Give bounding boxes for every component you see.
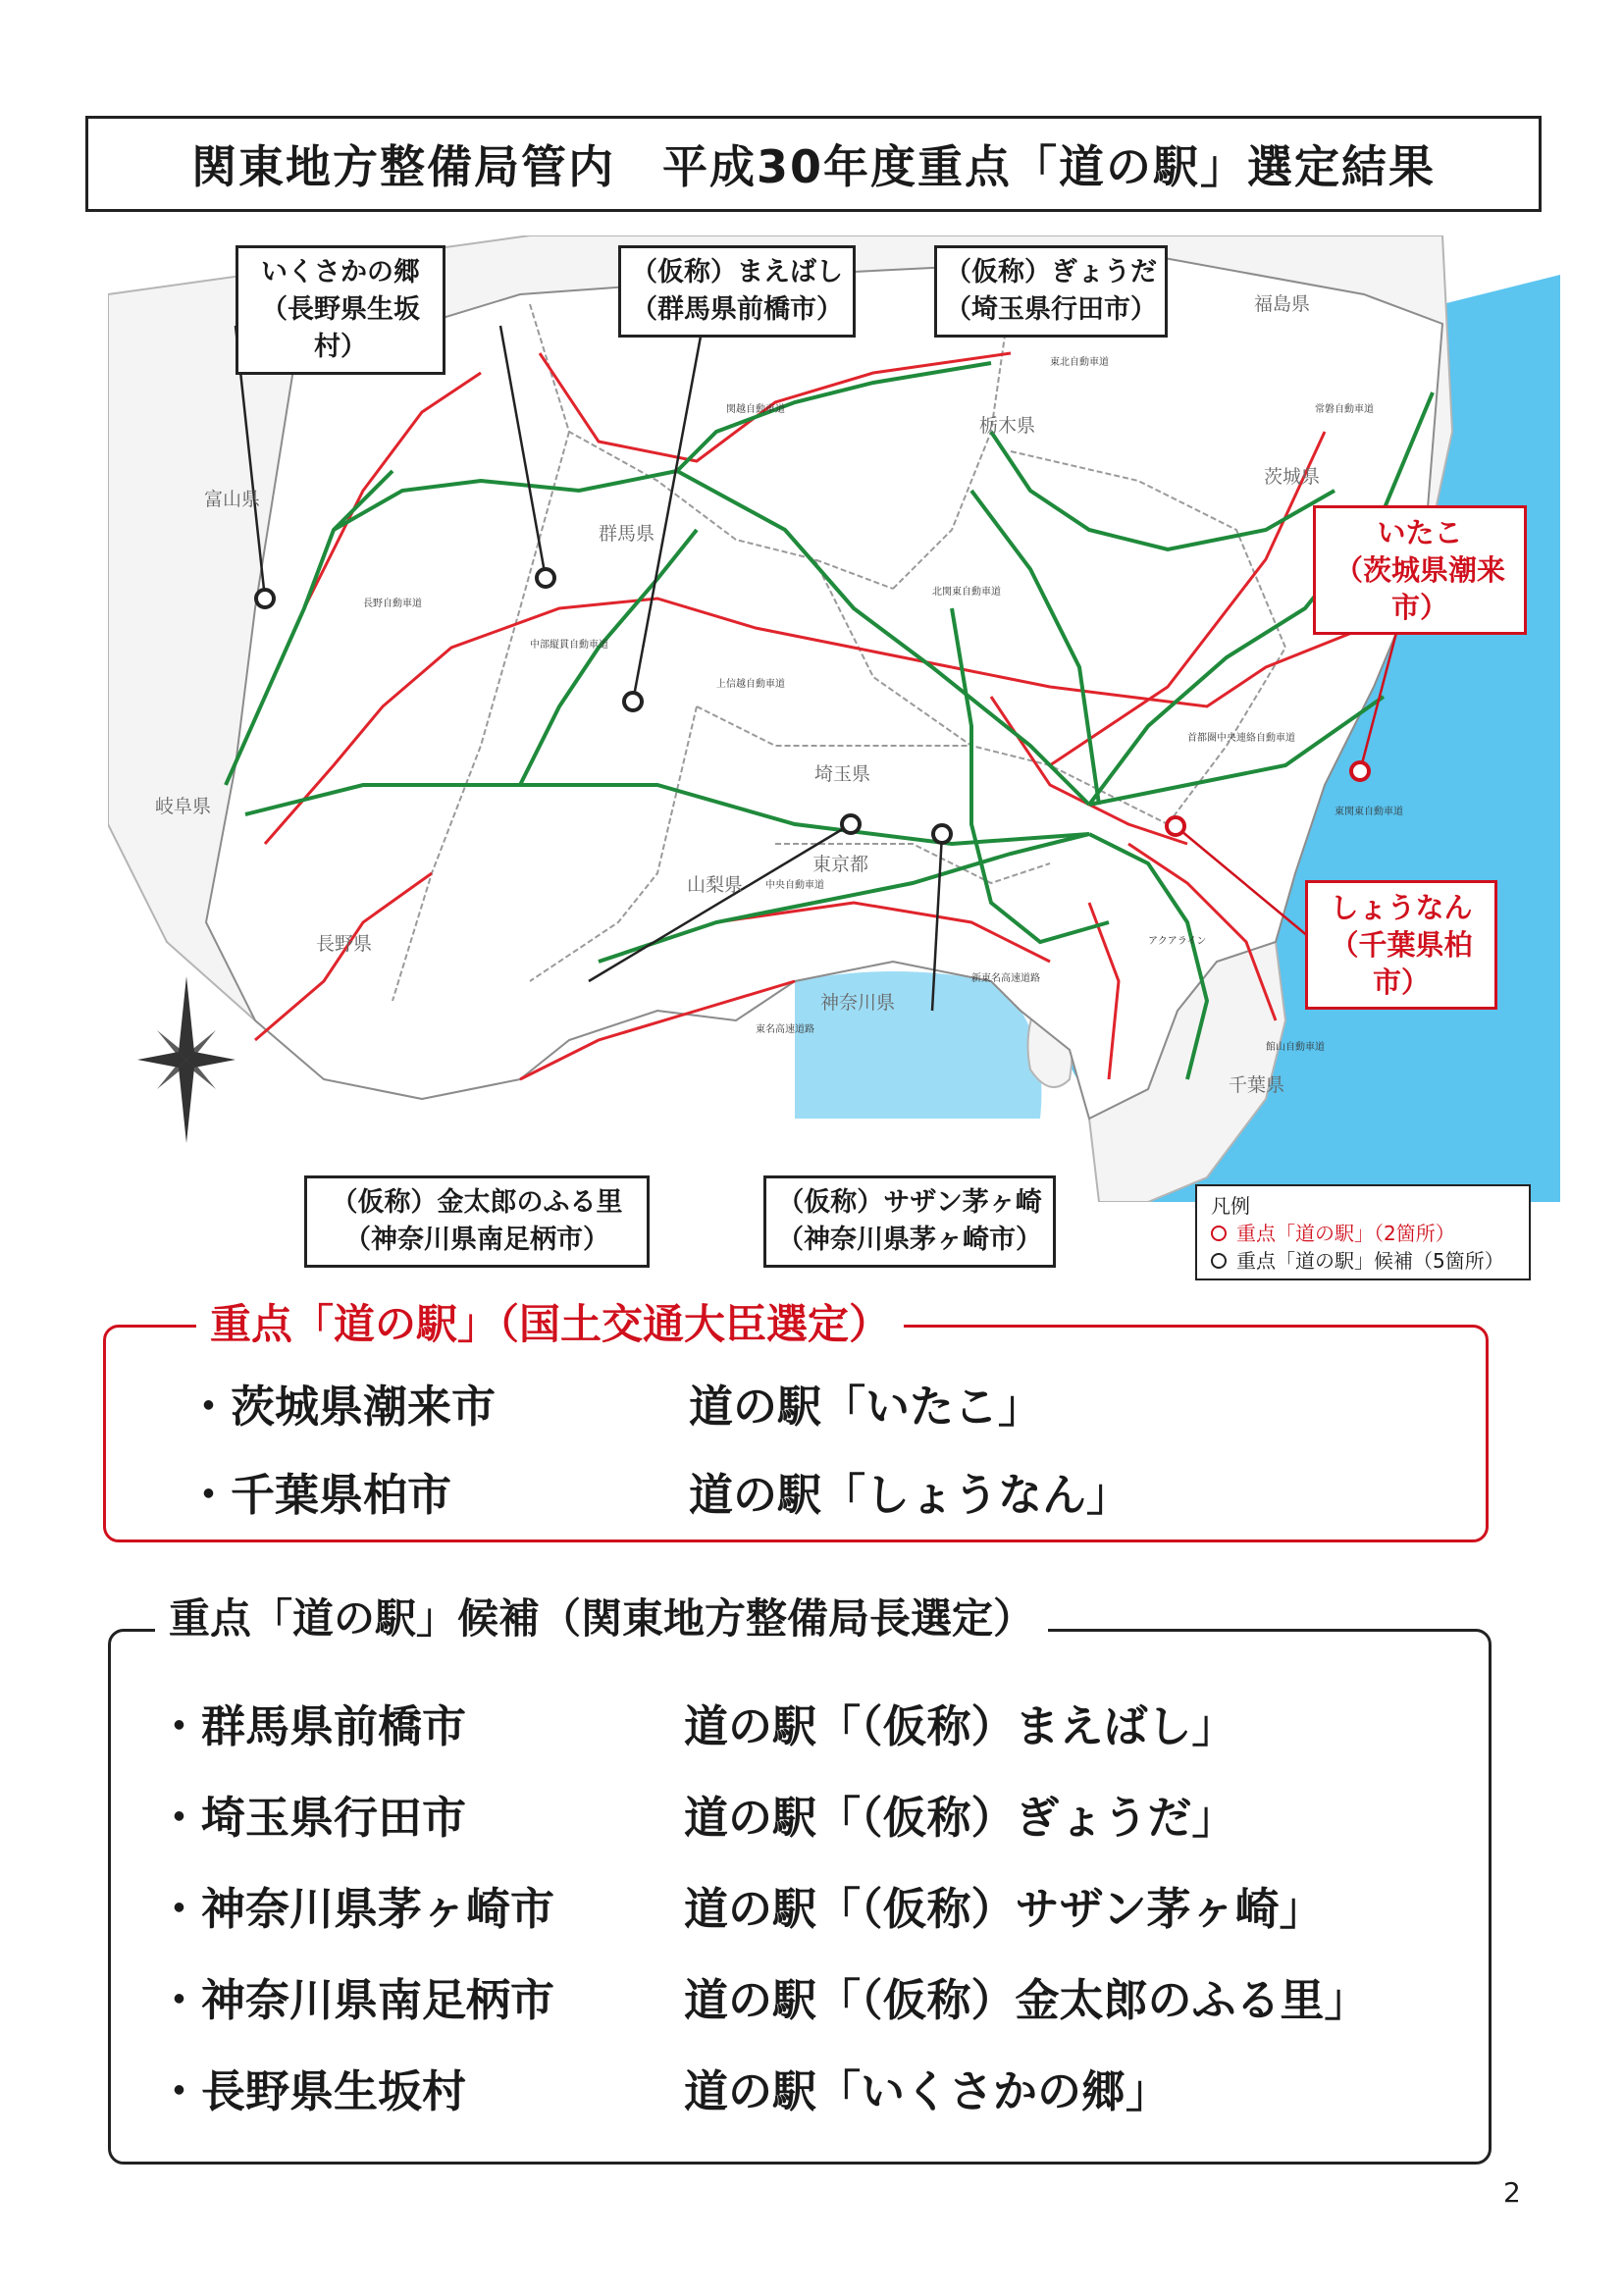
important-section-heading: 重点「道の駅」（国土交通大臣選定） bbox=[196, 1297, 904, 1352]
road-label: 首都圏中央連絡自動車道 bbox=[1187, 733, 1295, 744]
candidate-item-place: ・神奈川県茅ヶ崎市 bbox=[157, 1883, 555, 1935]
important-item-station: 道の駅「いたこ」 bbox=[689, 1381, 1043, 1433]
road-label: 上信越自動車道 bbox=[716, 679, 785, 690]
pref-label: 群馬県 bbox=[599, 523, 655, 545]
pref-label: 富山県 bbox=[204, 489, 261, 510]
callout-name: （仮称）ぎょうだ bbox=[945, 257, 1157, 287]
pref-label: 千葉県 bbox=[1229, 1074, 1285, 1096]
road-label: アクアライン bbox=[1148, 936, 1207, 947]
road-label: 新東名高速道路 bbox=[971, 973, 1040, 984]
legend-title: 凡例 bbox=[1211, 1194, 1250, 1218]
legend-important bbox=[1211, 1220, 1515, 1247]
pref-label: 栃木県 bbox=[979, 415, 1036, 437]
candidate-item-station: 道の駅「（仮称）ぎょうだ」 bbox=[684, 1792, 1236, 1844]
callout-place: （神奈川県茅ヶ崎市） bbox=[777, 1225, 1042, 1255]
callout-maebashi bbox=[618, 245, 856, 338]
pref-label: 山梨県 bbox=[687, 874, 744, 896]
black-circle-icon bbox=[1211, 1253, 1227, 1269]
callout-name: （仮称）まえばし bbox=[631, 257, 843, 287]
important-item-place: ・茨城県潮来市 bbox=[186, 1381, 497, 1433]
candidate-item-station: 道の駅「いくさかの郷」 bbox=[684, 2065, 1171, 2117]
callout-name: いくさかの郷 bbox=[261, 257, 420, 287]
candidate-item-station: 道の駅「（仮称）金太郎のふる里」 bbox=[684, 1974, 1369, 2026]
callout-southern bbox=[763, 1175, 1056, 1268]
legend-candidate bbox=[1211, 1247, 1515, 1275]
road-label: 館山自動車道 bbox=[1266, 1042, 1325, 1053]
road-label: 常磐自動車道 bbox=[1315, 404, 1374, 415]
road-label: 東関東自動車道 bbox=[1335, 807, 1403, 817]
callout-name: （仮称）サザン茅ヶ崎 bbox=[777, 1187, 1042, 1218]
legend-important-label: 重点「道の駅」（2箇所） bbox=[1236, 1222, 1455, 1245]
pref-label: 神奈川県 bbox=[820, 992, 896, 1014]
candidate-item-station: 道の駅「（仮称）まえばし」 bbox=[684, 1700, 1236, 1752]
road-label: 北関東自動車道 bbox=[932, 587, 1001, 598]
callout-shounan bbox=[1305, 880, 1497, 1010]
red-circle-icon bbox=[1211, 1226, 1227, 1241]
important-item-station: 道の駅「しょうなん」 bbox=[689, 1469, 1131, 1521]
pref-label: 長野県 bbox=[316, 933, 373, 955]
candidate-item-place: ・埼玉県行田市 bbox=[157, 1792, 467, 1844]
callout-place: （茨城県潮来市） bbox=[1334, 553, 1505, 624]
pref-label: 埼玉県 bbox=[814, 763, 871, 785]
callout-kintarou bbox=[304, 1175, 650, 1268]
callout-place: （神奈川県南足柄市） bbox=[344, 1225, 609, 1255]
pref-label: 東京都 bbox=[812, 854, 869, 875]
callout-name: （仮称）金太郎のふる里 bbox=[331, 1187, 623, 1218]
pref-label: 茨城県 bbox=[1264, 466, 1321, 488]
callout-ikusaka bbox=[236, 245, 445, 375]
candidate-item-place: ・神奈川県南足柄市 bbox=[157, 1974, 555, 2026]
compass-rose-icon bbox=[137, 976, 236, 1143]
page-number: 2 bbox=[1503, 2176, 1521, 2209]
road-label: 東名高速道路 bbox=[756, 1024, 814, 1035]
map-legend bbox=[1195, 1184, 1531, 1280]
callout-place: （千葉県柏市） bbox=[1330, 928, 1473, 999]
road-label: 関越自動車道 bbox=[726, 404, 785, 415]
page-title: 関東地方整備局管内 平成30年度重点「道の駅」選定結果 bbox=[85, 116, 1542, 212]
candidate-item-place: ・群馬県前橋市 bbox=[157, 1700, 467, 1752]
pref-label: 岐阜県 bbox=[155, 796, 212, 817]
important-item-place: ・千葉県柏市 bbox=[186, 1469, 452, 1521]
kanto-map bbox=[108, 235, 1560, 1202]
callout-place: （長野県生坂村） bbox=[261, 294, 420, 362]
pref-label: 福島県 bbox=[1254, 293, 1311, 315]
road-label: 中央自動車道 bbox=[765, 880, 824, 891]
legend-candidate-label: 重点「道の駅」候補（5箇所） bbox=[1236, 1249, 1504, 1273]
candidate-item-place: ・長野県生坂村 bbox=[157, 2065, 467, 2117]
road-label: 東北自動車道 bbox=[1050, 357, 1109, 368]
candidate-section-heading: 重点「道の駅」候補（関東地方整備局長選定） bbox=[155, 1592, 1048, 1646]
candidate-item-station: 道の駅「（仮称）サザン茅ヶ崎」 bbox=[684, 1883, 1324, 1935]
callout-place: （埼玉県行田市） bbox=[945, 294, 1157, 325]
callout-place: （群馬県前橋市） bbox=[631, 294, 843, 325]
callout-name: いたこ bbox=[1377, 516, 1463, 549]
road-label: 中部縦貫自動車道 bbox=[530, 640, 608, 651]
road-label: 長野自動車道 bbox=[363, 599, 422, 609]
callout-gyouda bbox=[934, 245, 1168, 338]
callout-itako bbox=[1313, 505, 1527, 635]
callout-name: しょうなん bbox=[1330, 891, 1473, 924]
